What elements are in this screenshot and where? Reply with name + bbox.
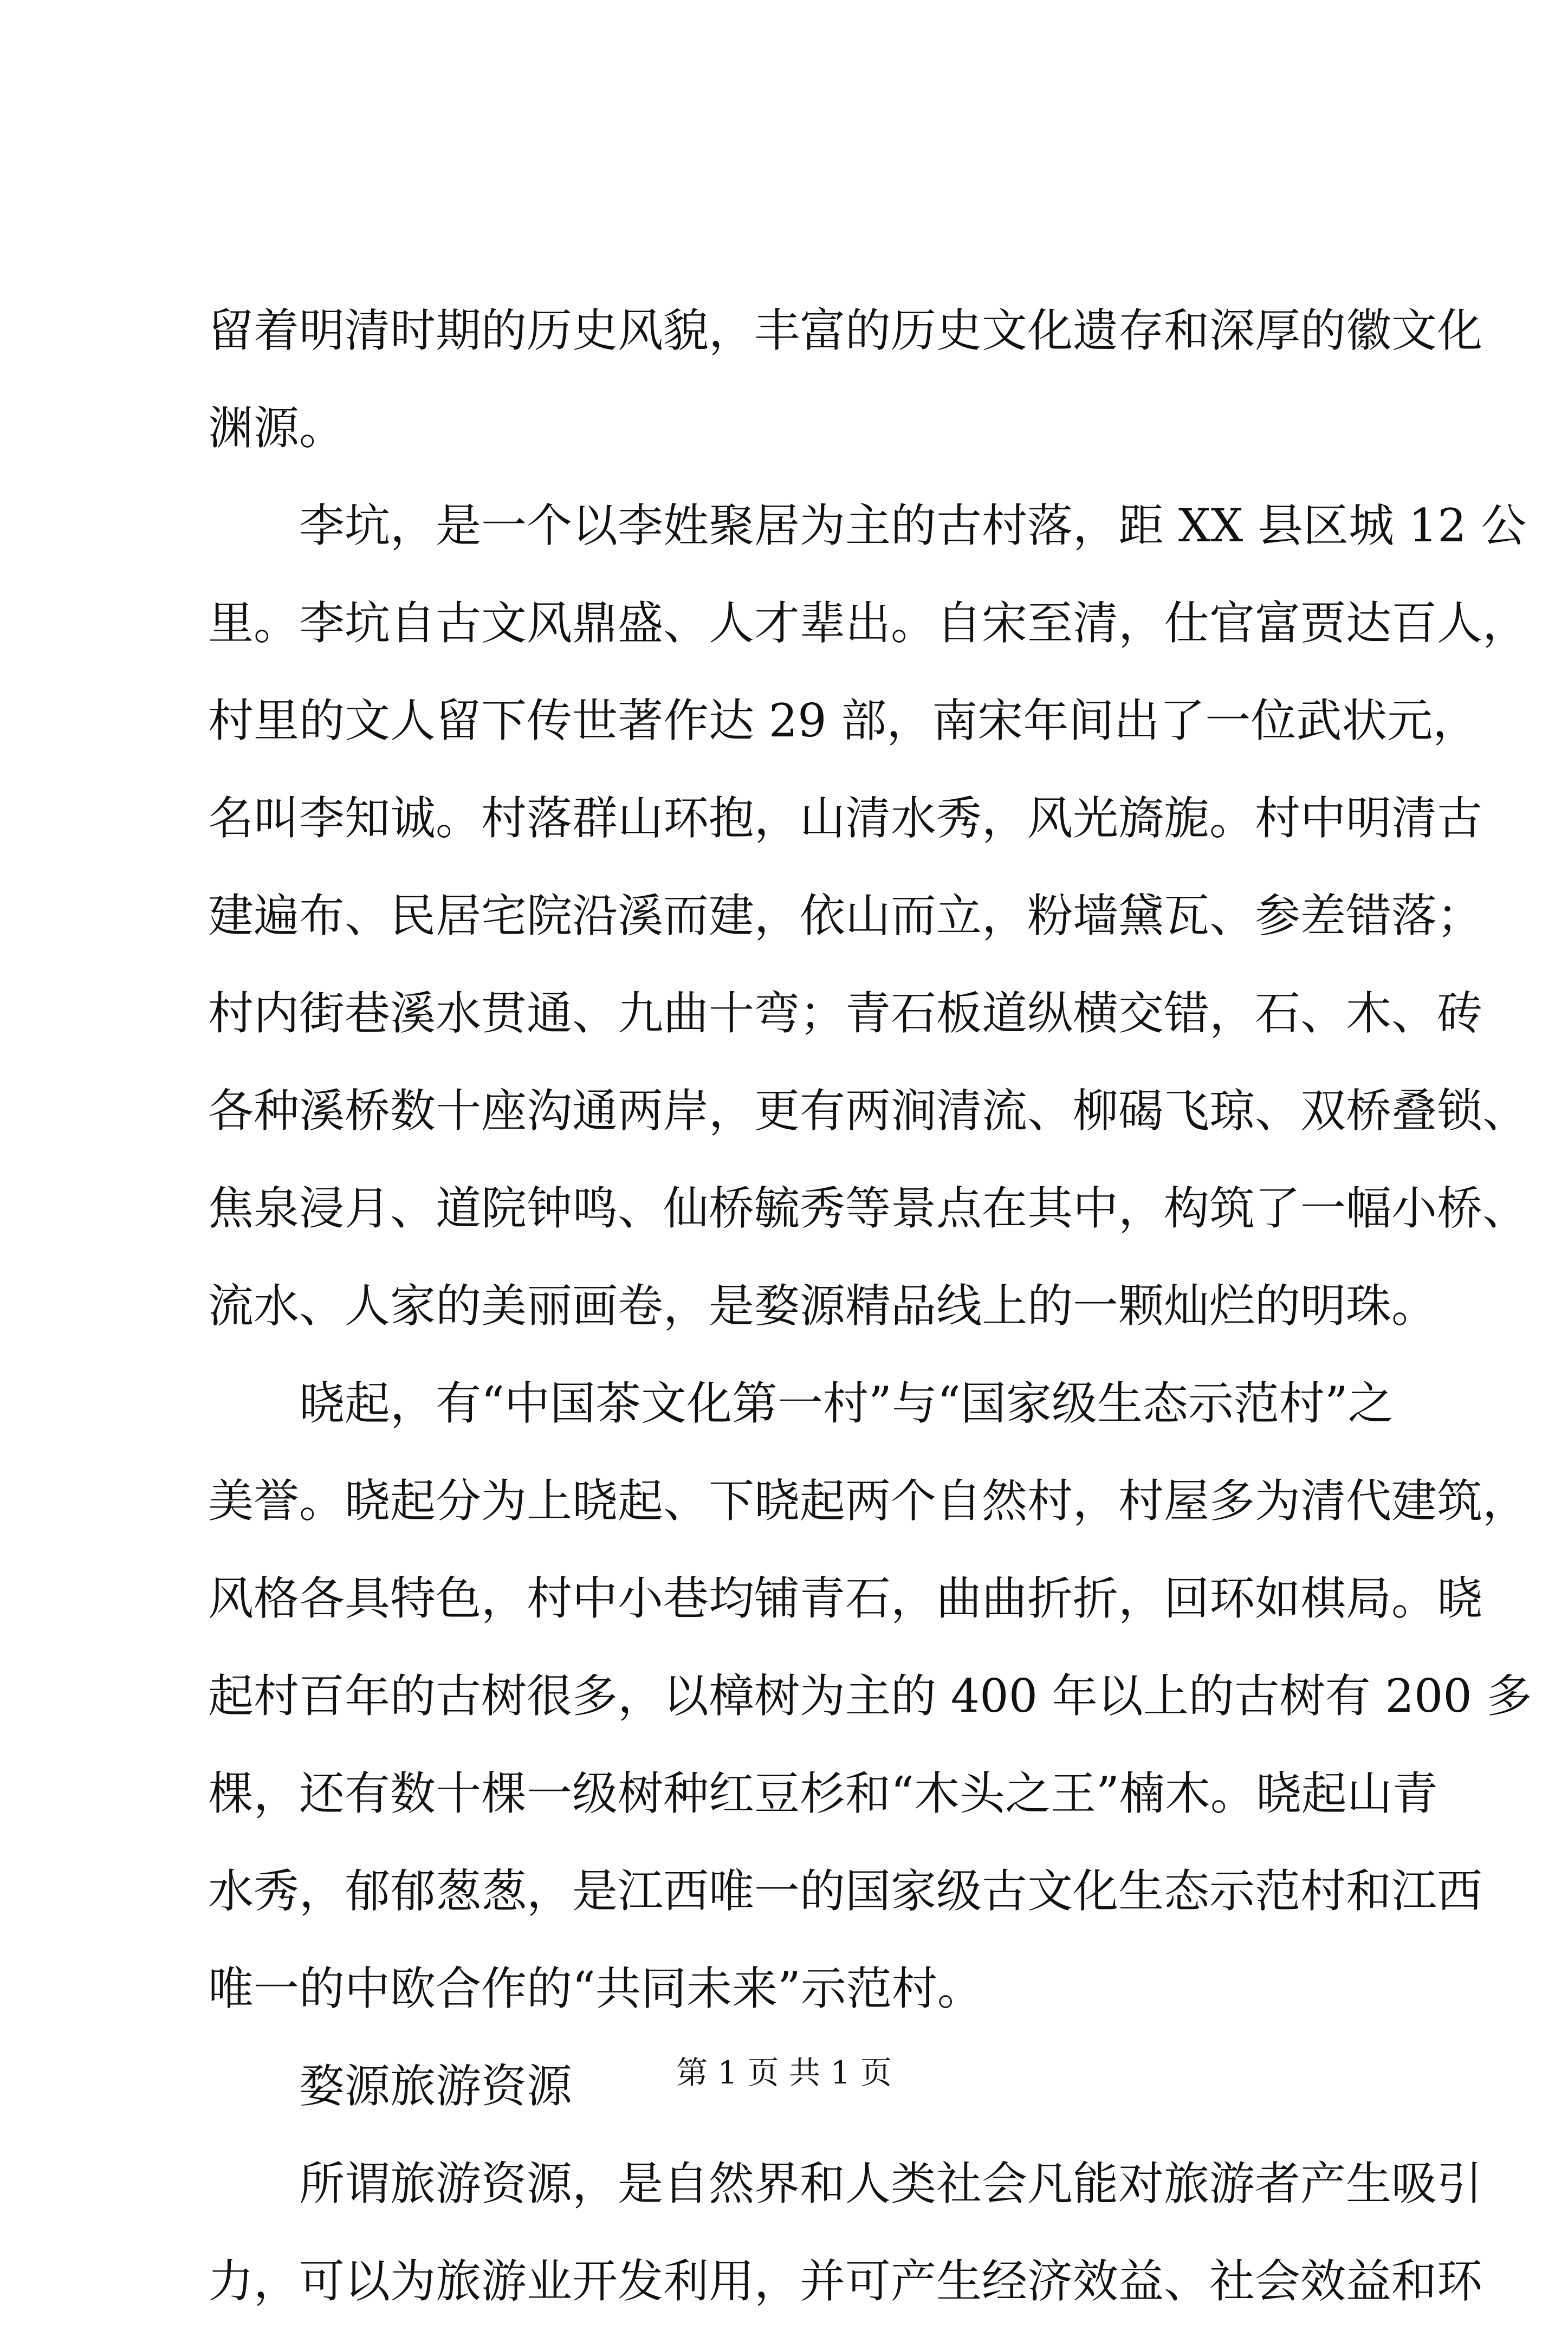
text-line: 美誉。晓起分为上晓起、下晓起两个自然村，村屋多为清代建筑， [208, 1474, 1528, 1528]
text-line: 村内街巷溪水贯通、九曲十弯；青石板道纵横交错，石、木、砖 [208, 987, 1483, 1040]
page-number-footer: 第 1 页 共 1 页 [676, 2054, 892, 2091]
paragraph-start-line: 李坑，是一个以李姓聚居为主的古村落，距 XX 县区城 12 公 [299, 499, 1527, 552]
text-line: 留着明清时期的历史风貌，丰富的历史文化遗存和深厚的徽文化 [208, 304, 1483, 357]
text-line: 唯一的中欧合作的“共同未来”示范村。 [208, 1962, 983, 2015]
section-heading: 婺源旅游资源 [299, 2060, 573, 2113]
paragraph-start-line: 所谓旅游资源，是自然界和人类社会凡能对旅游者产生吸引 [299, 2157, 1483, 2210]
text-line: 棵，还有数十棵一级树种红豆杉和“木头之王”楠木。晓起山青 [208, 1767, 1438, 1820]
text-line: 流水、人家的美丽画卷，是婺源精品线上的一颗灿烂的明珠。 [208, 1279, 1437, 1332]
text-line: 起村百年的古树很多，以樟树为主的 400 年以上的古树有 200 多 [208, 1669, 1532, 1723]
text-line: 渊源。 [208, 402, 345, 455]
text-line: 建遍布、民居宅院沿溪而建，依山而立，粉墙黛瓦、参差错落； [208, 889, 1483, 942]
text-line: 各种溪桥数十座沟通两岸，更有两涧清流、柳碣飞琼、双桥叠锁、 [208, 1084, 1528, 1137]
text-line: 里。李坑自古文风鼎盛、人才辈出。自宋至清，仕官富贾达百人， [208, 597, 1528, 650]
document-body [208, 282, 1532, 2330]
text-line: 村里的文人留下传世著作达 29 部，南宋年间出了一位武状元， [208, 694, 1479, 747]
text-line: 焦泉浸月、道院钟鸣、仙桥毓秀等景点在其中，构筑了一幅小桥、 [208, 1182, 1528, 1235]
text-line: 风格各具特色，村中小巷均铺青石，曲曲折折，回环如棋局。晓 [208, 1572, 1483, 1625]
text-line: 力，可以为旅游业开发利用，并可产生经济效益、社会效益和环 [208, 2255, 1483, 2308]
text-line: 名叫李知诚。村落群山环抱，山清水秀，风光旖旎。村中明清古 [208, 792, 1483, 845]
paragraph-start-line: 晓起，有“中国茶文化第一村”与“国家级生态示范村”之 [299, 1377, 1394, 1430]
text-line: 水秀，郁郁葱葱，是江西唯一的国家级古文化生态示范村和江西 [208, 1865, 1483, 1918]
